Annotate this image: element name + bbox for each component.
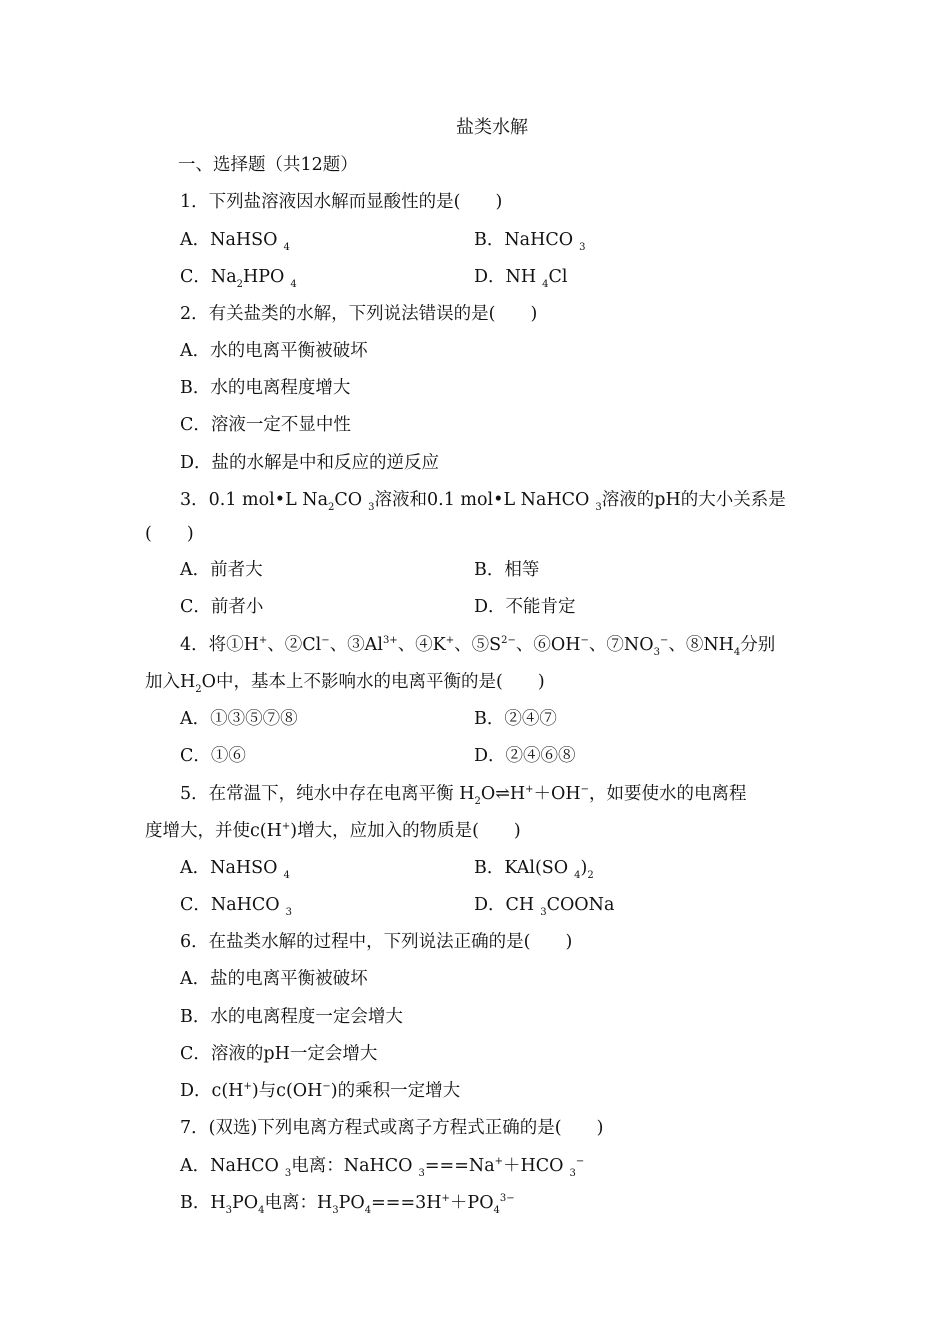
question-5-option-d: D．CH $_3$COONa	[474, 895, 615, 918]
question-4-stem-continued: 加入$H_2O$中，基本上不影响水的电离平衡的是( )	[145, 672, 545, 695]
equilibrium-arrow-icon: ⇌	[495, 784, 510, 804]
question-4-option-c: C．①⑥	[180, 746, 246, 766]
question-2-option-b: B．水的电离程度增大	[180, 378, 351, 398]
question-1-option-d: D．NH $_4$Cl	[474, 267, 568, 290]
question-7-option-b: B．$H_3PO_4$电离：$H_3PO_4===3H^++PO_4^{3-}$	[180, 1193, 515, 1216]
question-1-stem: 1．下列盐溶液因水解而显酸性的是( )	[180, 192, 503, 212]
question-5-stem: 5．在常温下，纯水中存在电离平衡 $H_2O\rightleftharpoons H^++OH^-$，如要使水的电离程	[180, 784, 747, 807]
question-3-option-a: A．前者大	[180, 560, 263, 580]
question-3-option-d: D．不能肯定	[474, 597, 576, 617]
question-5-stem-continued: 度增大，并使c(H+)增大，应加入的物质是( )	[145, 821, 521, 841]
question-5-option-a: A．NaHSO $_4$	[180, 858, 290, 881]
question-4-option-b: B．②④⑦	[474, 709, 557, 729]
question-4-option-a: A．①③⑤⑦⑧	[180, 709, 298, 729]
question-6-option-b: B．水的电离程度一定会增大	[180, 1007, 403, 1027]
question-6-option-c: C．溶液的pH一定会增大	[180, 1044, 378, 1064]
question-3-option-b: B．相等	[474, 560, 540, 580]
question-6-option-d: D．c(H+)与c(OH−)的乘积一定增大	[180, 1081, 461, 1101]
question-3-option-c: C．前者小	[180, 597, 264, 617]
question-5-option-c: C．NaHCO $_3$	[180, 895, 293, 918]
question-6-stem: 6．在盐类水解的过程中，下列说法正确的是( )	[180, 932, 573, 952]
question-2-option-a: A．水的电离平衡被破坏	[180, 341, 368, 361]
question-4-option-d: D．②④⑥⑧	[474, 746, 576, 766]
question-2-option-d: D．盐的水解是中和反应的逆反应	[180, 453, 440, 473]
page-title: 盐类水解	[456, 117, 528, 138]
question-1-option-b: B．NaHCO $_3$	[474, 230, 586, 253]
section-heading: 一、选择题（共12题）	[178, 155, 358, 175]
question-4-stem: 4．将①H+、②Cl−、$③Al^{3+}$、④K+、$⑤S^{2-}$、⑥OH−、$⑦NO_3^-$、$⑧NH_4$分别	[180, 635, 776, 658]
question-2-stem: 2．有关盐类的水解，下列说法错误的是( )	[180, 304, 538, 324]
question-5-option-b: B．KAl(SO $_4)_2$	[474, 858, 594, 881]
question-7-option-a: A．NaHCO $_3$电离：NaHCO $_3$===Na+＋HCO $_3$−	[180, 1156, 585, 1179]
question-3-stem-continued: ( )	[145, 524, 194, 544]
question-2-option-c: C．溶液一定不显中性	[180, 415, 351, 435]
question-6-option-a: A．盐的电离平衡被破坏	[180, 969, 368, 989]
question-3-stem: 3．0.1 mol•L $Na_2CO$ $_3$溶液和0.1 mol•L NaHCO $_3$溶液的pH的大小关系是	[180, 490, 786, 513]
question-7-stem: 7．(双选)下列电离方程式或离子方程式正确的是( )	[180, 1118, 604, 1138]
question-1-option-c: C．$Na_2HPO$ $_4$	[180, 267, 297, 290]
question-1-option-a: A．NaHSO $_4$	[180, 230, 290, 253]
